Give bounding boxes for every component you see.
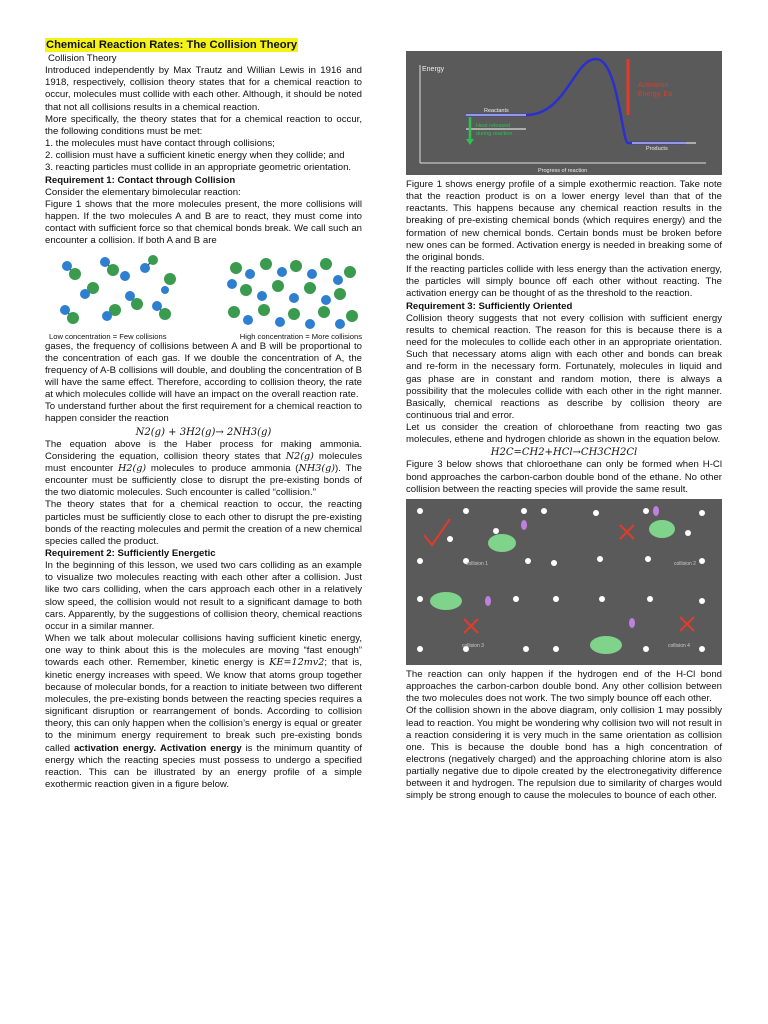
req1-paragraph-4: To understand further about the first requirement for a chemical reaction to happen consider the reaction <box>45 401 362 425</box>
condition-3: 3. reacting particles must collide in an appropriate geometric orientation. <box>45 162 352 174</box>
nh3-formula: NH3(g) <box>298 462 336 474</box>
h2-formula: H2(g) <box>118 462 147 474</box>
req1-paragraph-2: Figure 1 shows that the more molecules present, the more collisions will happen. If the two molecules A and B are to react, they must come into contact with sufficient force so that chemical bonds break. We call such an encounter a collision. If both A and B are <box>45 198 362 247</box>
conditions-intro: More specifically, the theory states that for a chemical reaction to occur, the following conditions must be met: <box>45 113 362 137</box>
products-label: Products <box>646 146 668 152</box>
haber-equation: N2(g) + 3H2(g)→ 2NH3(g) <box>135 426 272 438</box>
heat-released-label-line-2: during reaction <box>476 131 513 137</box>
progress-axis-label: Progress of reaction <box>538 168 588 174</box>
energy-axis-label: Energy <box>422 66 445 73</box>
low-concentration-molecules <box>45 254 185 330</box>
high-concentration-molecules <box>222 254 362 330</box>
intro-paragraph: Introduced independently by Max Trautz and Willian Lewis in 1916 and 1918, respectively, collision theory states that for a chemical reaction to occur, molecules must collide with each other. Although, it should be noted that not all collisions results in a chemical reaction. <box>45 65 362 113</box>
requirement-2-heading: Requirement 2: Sufficiently Energetic <box>45 548 216 559</box>
collision-2-label: collision 2 <box>674 560 696 567</box>
requirement-3-heading: Requirement 3: Sufficiently Oriented <box>406 300 573 312</box>
haber-paragraph: The equation above is the Haber process for making ammonia. Considering the equation, collision theory states that N2(g) molecules must encounter H2(g) molecules to produce ammonia (NH3(g)). The encounter must be sufficiently close to disrupt the pre-existing bonds of the two diatomic molecules. Such encounter is called “collision.” <box>45 438 363 499</box>
activation-label-line-1: Activation <box>638 82 669 89</box>
condition-1: 1. the molecules must have contact through collisions; <box>45 138 275 150</box>
req1-paragraph-3: gases, the frequency of collisions between A and B will be proportional to the concentration of each gas. If we double the concentration of A, the frequency of A-B collisions will double, and doubling the concentration of B will have the same effect. Therefore, according to collision theory, the rate at which molecules collide will have an impact on the overall reaction rate. <box>45 340 362 401</box>
figure-3-paragraph-2: Of the collision shown in the above diagram, only collision 1 may possibly lead to reaction. You might be wondering why collision two will not result in a reaction considering it is very much in the same orientation as collision one. This is because the double bond has a high concentration of electrons (negatively charged) and the approaching chlorine atom is also partially negative due to dipole created by the electronegativity difference between it and hydrogen. The repulsion due to similarity of charges would simply be strong enough to cause the molecules to bounce of each other. <box>406 705 722 802</box>
right-column <box>406 48 722 803</box>
caption-high-concentration: High concentration = More collisions <box>239 331 362 341</box>
concentration-captions <box>45 332 362 341</box>
activation-label-line-2: Energy, Ea <box>638 91 673 98</box>
orientation-diagram <box>406 499 722 665</box>
page-title: Chemical Reaction Rates: The Collision Theory <box>46 39 298 51</box>
kinetic-energy-formula: KE=12mv2 <box>269 657 325 669</box>
energy-profile-diagram <box>406 51 722 175</box>
heat-released-label-line-1: Heat released <box>476 123 511 129</box>
req1-paragraph-6: The theory states that for a chemical reaction to occur, the reacting particles must be sufficiently close to each other to disrupt the pre-existing bonds of the reacting molecules and permit the creation of a new chemical species called the product. <box>45 499 362 547</box>
condition-2: 2. collision must have a sufficient kinetic energy when they collide; and <box>45 150 345 162</box>
req3-paragraph-1: Collision theory suggests that not every collision with sufficient energy results to chemical reaction. The reason for this is because there is a need for the molecules to collide each other in an appropriate orientation. Such that necessary atoms align with each other and bonds can break and re-form in the necessary form. Fortunately, molecules in liquid and gas phase are in constant and random motion, there is always a possibility that the molecules collide with each other in the right manner. Basically, chemical reactions as describe by collision theory are continuous trial and error. <box>406 312 722 421</box>
collision-3-label: collision 3 <box>462 642 484 649</box>
chloroethane-equation: H2C=CH2+HCl→CH3CH2Cl <box>490 447 638 459</box>
energy-profile-figure <box>406 51 722 175</box>
req3-paragraph-2: Let us consider the creation of chloroethane from reacting two gas molecules, ethene and hydrogen chloride as shown in the equation below. <box>406 422 722 446</box>
orientation-figure <box>406 499 722 665</box>
req2-paragraph-2: When we talk about molecular collisions having sufficient kinetic energy, one way to think about this is the molecules are moving “fast enough” towards each other. Remember, kinetic energy is KE=12mv2; that is, kinetic energy increases with speed. We know that atoms group together because of molecular bonds, for a reaction to initiate between two different molecules, the pre-existing bonds between the reacting species requires a significant disruption or rearrangement of bonds. According to collision theory, this can only happen when the collision’s energy is equal or greater to the minimum energy requirement to break such pre-existing bonds called activation energy. Activation energy is the minimum quantity of energy which the reacting species must possess to undergo a specified reaction. This can be illustrated by an energy profile of a simple exothermic reaction given in a figure below. <box>45 633 363 790</box>
caption-low-concentration: Low concentration = Few collisions <box>49 331 167 341</box>
collision-concentration-figure <box>45 254 362 330</box>
left-column <box>45 38 362 791</box>
collision-1-label: collision 1 <box>466 560 488 567</box>
requirement-1-heading: Requirement 1: Contact through Collision <box>45 174 236 186</box>
req3-paragraph-3: Figure 3 below shows that chloroethane can only be formed when H-Cl bond approaches the carbon-carbon double bond of the ethane. No other collision between the reacting species will provide the same result. <box>406 459 722 495</box>
activation-energy-term: activation energy. <box>73 742 157 754</box>
figure-3-paragraph: The reaction can only happen if the hydrogen end of the H-Cl bond approaches the carbon-carbon double bond. Any other collision between the two molecules does not work. The two simply bounce off each other. <box>406 668 722 705</box>
req1-paragraph-1: Consider the elementary bimolecular reaction: <box>45 186 241 198</box>
n2-formula: N2(g) <box>285 450 314 462</box>
reactants-label: Reactants <box>484 108 509 114</box>
figure-1-paragraph: Figure 1 shows energy profile of a simple exothermic reaction. Take note that the reaction product is on a lower energy level than that of the reactants. This happens because any chemical reaction results in the breaking of pre-existing chemical bonds (which requires energy) and the formation of new chemical bonds. Certain bonds must be broken before new ones can be formed. Activation energy is needed in breaking some of the original bonds. <box>406 179 722 263</box>
figure-1-paragraph-2: If the reacting particles collide with less energy than the activation energy, the particles will simply bounce off each other without reacting. The activation energy can be thought of as the threshold to the reaction. <box>406 264 722 300</box>
activation-energy-bold: Activation energy <box>159 742 242 754</box>
subtitle: Collision Theory <box>48 53 117 64</box>
collision-4-label: collision 4 <box>668 642 690 649</box>
req2-paragraph-1: In the beginning of this lesson, we used two cars colliding as an example to visualize two molecules reacting with each other after a collision. Just like two cars colliding, when the cars approach each other in a relatively slow speed, the collision would not result to a significant damage to both cars. Apparently, by the suggestions of collision theory, chemical reactions occur in a similar manner. <box>45 560 362 632</box>
